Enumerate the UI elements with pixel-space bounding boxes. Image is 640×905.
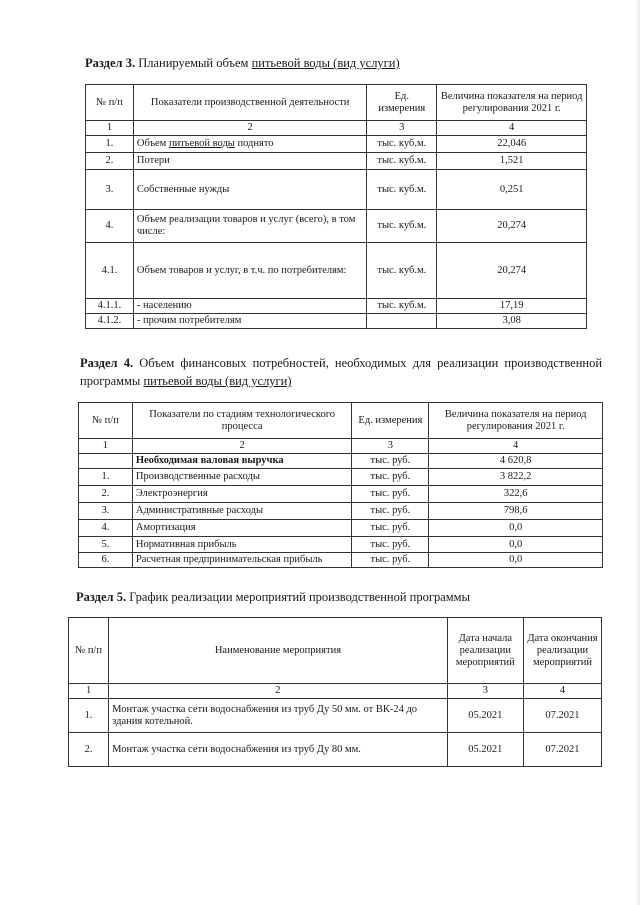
row-unit: тыс. руб. [352,469,429,486]
table-row [79,486,603,503]
section-5-title-text: График реализации мероприятий производственной программы [129,590,470,604]
row-num: 2. [86,153,134,170]
row-value: 798,6 [429,503,603,520]
row-name: Объем питьевой воды поднято [133,136,366,153]
table-header-row [69,618,602,684]
section-4-label: Раздел 4. [80,356,134,370]
row-value: 0,0 [429,520,603,537]
row-unit: тыс. куб.м. [367,153,437,170]
row-name: Потери [133,153,366,170]
row-num [79,454,133,469]
row-value: 0,0 [429,553,603,568]
row-name: Необходимая валовая выручка [132,454,352,469]
row-value: 22,046 [437,136,587,153]
row-num: 1. [69,699,109,733]
row-value: 4 620,8 [429,454,603,469]
row-value: 322,6 [429,486,603,503]
section-3-label: Раздел 3. [85,56,136,70]
row-name: Собственные нужды [133,170,366,210]
section-4-title-line2 [80,374,292,389]
section-4-title-text: Объем финансовых потребностей, необходимых для реализации производственной [139,356,603,370]
row-unit [367,314,437,329]
row-num: 4. [79,520,133,537]
header-num: № п/п [69,618,109,684]
row-unit: тыс. руб. [352,454,429,469]
table-row [69,699,602,733]
table-row [86,210,587,243]
row-name: Объем реализации товаров и услуг (всего), в том числе: [133,210,366,243]
header-num: № п/п [86,85,134,121]
table-row [79,520,603,537]
row-num: 2. [79,486,133,503]
col-number: 4 [523,684,601,699]
row-unit: тыс. куб.м. [367,299,437,314]
col-number: 1 [69,684,109,699]
row-unit: тыс. руб. [352,553,429,568]
column-numbers-row [69,684,602,699]
row-num: 4. [86,210,134,243]
section-3-title-underlined: питьевой воды (вид услуги) [251,56,400,70]
row-name: Объем товаров и услуг, в т.ч. по потребителям: [133,243,366,299]
header-unit: Ед. измерения [367,85,437,121]
section-3-title [85,56,400,71]
table-row [79,537,603,553]
header-activity: Наименование мероприятия [109,618,448,684]
row-num: 6. [79,553,133,568]
col-number: 4 [437,121,587,136]
section-5-label: Раздел 5. [76,590,127,604]
row-name: Электроэнергия [132,486,352,503]
row-name: Производственные расходы [132,469,352,486]
header-unit: Ед. измерения [352,403,429,439]
table-row [86,170,587,210]
row-num: 1. [79,469,133,486]
row-num: 4.1. [86,243,134,299]
row-num: 1. [86,136,134,153]
header-start-date: Дата начала реализации мероприятий [447,618,523,684]
table-row [86,314,587,329]
table-row [86,153,587,170]
table-row [79,553,603,568]
row-unit: тыс. куб.м. [367,210,437,243]
row-value: 20,274 [437,243,587,299]
row-num: 4.1.1. [86,299,134,314]
col-number: 3 [447,684,523,699]
table-row [79,454,603,469]
header-end-date: Дата окончания реализации мероприятий [523,618,601,684]
section-4-title-line2-text: программы [80,374,144,388]
row-end-date: 07.2021 [523,733,601,767]
section-3-table [85,84,587,329]
row-unit: тыс. руб. [352,520,429,537]
row-value: 1,521 [437,153,587,170]
row-start-date: 05.2021 [447,733,523,767]
col-number: 3 [352,439,429,454]
row-value: 3 822,2 [429,469,603,486]
table-header-row [79,403,603,439]
row-unit: тыс. куб.м. [367,243,437,299]
col-number: 4 [429,439,603,454]
row-num: 3. [79,503,133,520]
header-indicator: Показатели производственной деятельности [133,85,366,121]
table-row [86,299,587,314]
table-header-row [86,85,587,121]
row-unit: тыс. руб. [352,486,429,503]
table-row [86,243,587,299]
col-number: 2 [132,439,352,454]
row-name: - прочим потребителям [133,314,366,329]
header-num: № п/п [79,403,133,439]
row-name: Расчетная предпринимательская прибыль [132,553,352,568]
column-numbers-row [79,439,603,454]
section-4-title [80,356,602,371]
row-name: Амортизация [132,520,352,537]
row-name: Административные расходы [132,503,352,520]
row-unit: тыс. куб.м. [367,136,437,153]
table-row [69,733,602,767]
row-value: 3,08 [437,314,587,329]
scan-edge-shadow [634,0,640,905]
section-4-table [78,402,603,568]
row-value: 0,0 [429,537,603,553]
row-start-date: 05.2021 [447,699,523,733]
col-number: 2 [133,121,366,136]
row-value: 20,274 [437,210,587,243]
row-value: 17,19 [437,299,587,314]
column-numbers-row [86,121,587,136]
col-number: 2 [109,684,448,699]
row-name: Нормативная прибыль [132,537,352,553]
row-value: 0,251 [437,170,587,210]
col-number: 1 [79,439,133,454]
section-5-table [68,617,602,767]
row-name: - населению [133,299,366,314]
col-number: 3 [367,121,437,136]
row-unit: тыс. руб. [352,537,429,553]
header-indicator: Показатели по стадиям технологического процесса [132,403,352,439]
header-value: Величина показателя на период регулирования 2021 г. [437,85,587,121]
section-4-title-underlined: питьевой воды (вид услуги) [143,374,292,388]
table-row [86,136,587,153]
table-row [79,469,603,486]
row-num: 4.1.2. [86,314,134,329]
table-row [79,503,603,520]
row-end-date: 07.2021 [523,699,601,733]
row-num: 5. [79,537,133,553]
row-name: Монтаж участка сети водоснабжения из труб Ду 80 мм. [109,733,448,767]
row-name: Монтаж участка сети водоснабжения из труб Ду 50 мм. от ВК-24 до здания котельной. [109,699,448,733]
row-unit: тыс. куб.м. [367,170,437,210]
section-3-title-text: Планируемый объем [138,56,252,70]
row-num: 2. [69,733,109,767]
section-5-title [76,590,470,605]
header-value: Величина показателя на период регулирования 2021 г. [429,403,603,439]
col-number: 1 [86,121,134,136]
row-unit: тыс. руб. [352,503,429,520]
row-num: 3. [86,170,134,210]
